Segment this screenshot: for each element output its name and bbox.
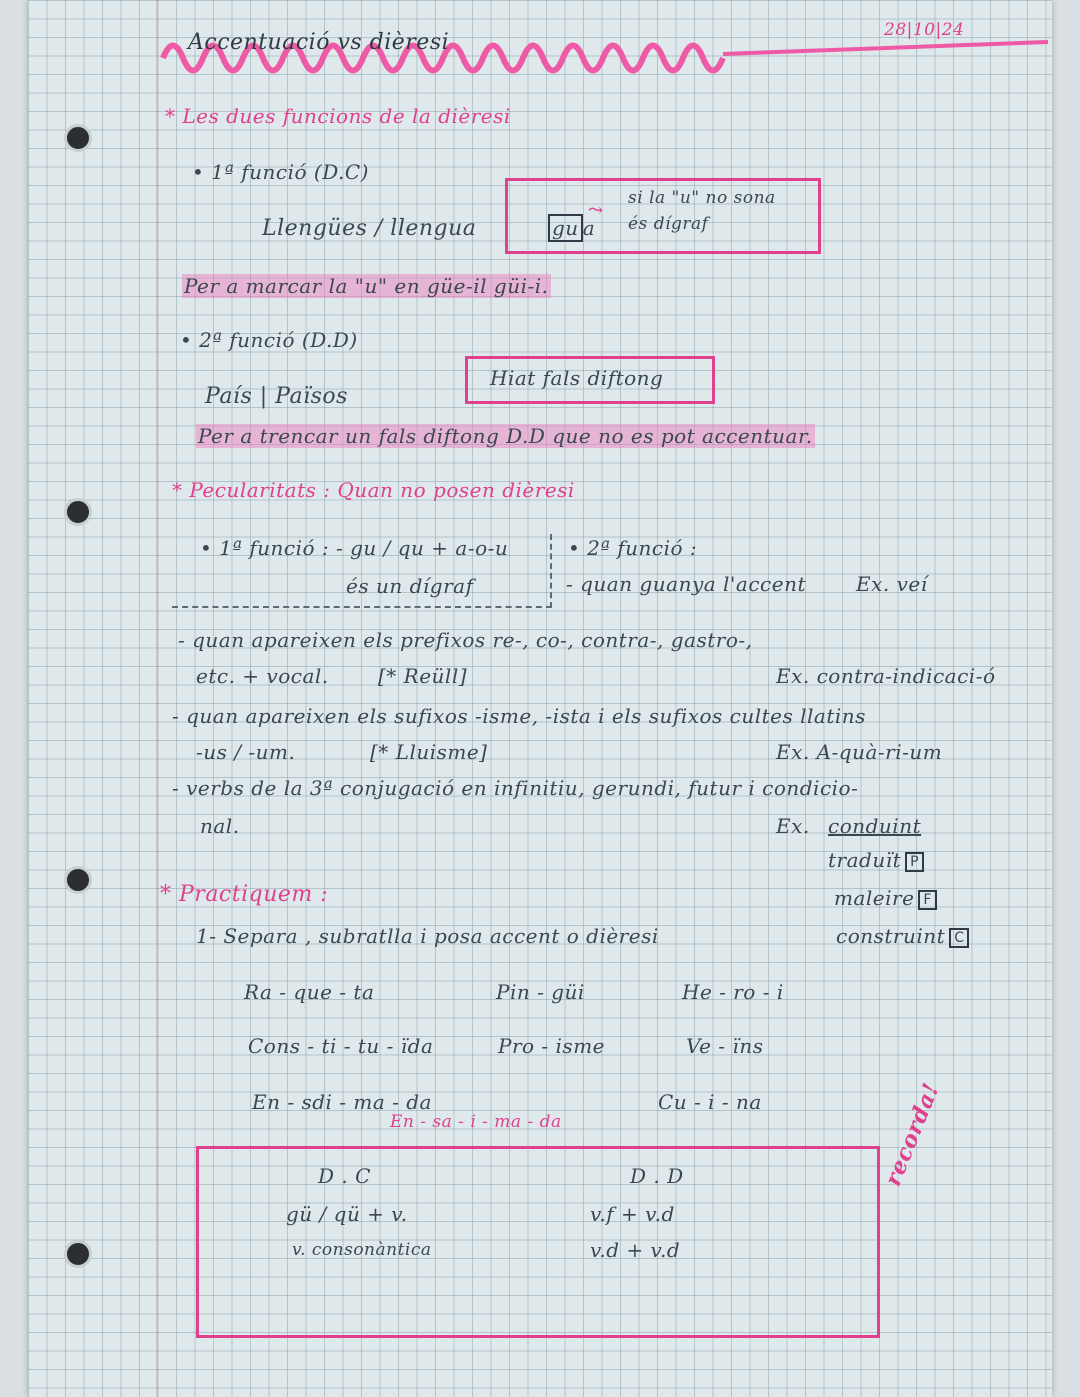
dashed-separator-horizontal xyxy=(172,606,552,608)
pec-function-1: • 1ª funció : - gu / qu + a-o-u xyxy=(200,536,509,560)
date: 28|10|24 xyxy=(884,20,965,40)
section-heading-funcions: * Les dues funcions de la dièresi xyxy=(165,104,511,128)
note-hiat: Hiat fals diftong xyxy=(490,366,664,390)
word-raqueta: Ra - que - ta xyxy=(244,980,375,1004)
side-note-recorda: recorda! xyxy=(880,1079,945,1190)
rule-verbs: - verbs de la 3ª conjugació en infinitiu, gerundi, futur i condicio- xyxy=(172,776,859,800)
example-pais: País | Països xyxy=(205,384,348,409)
section-heading-pecularitats: * Pecularitats : Quan no posen dièresi xyxy=(172,478,575,502)
example-conduint: conduint xyxy=(828,814,922,838)
word-pingui: Pin - güi xyxy=(496,980,585,1004)
example-construint: construint C xyxy=(836,924,969,948)
word-cuina: Cu - i - na xyxy=(658,1090,762,1114)
rule-prefixos-cont: etc. + vocal. xyxy=(196,664,329,688)
pec-function-2: • 2ª funció : xyxy=(568,536,698,560)
word-proisme: Pro - isme xyxy=(498,1034,605,1058)
example-gua: gu a xyxy=(548,216,595,240)
practice-task: 1- Separa , subratlla i posa accent o dièresi xyxy=(196,924,659,948)
rule-prefixos: - quan apareixen els prefixos re-, co-, contra-, gastro-, xyxy=(178,628,753,652)
summary-dd-heading: D . D xyxy=(630,1164,684,1188)
note-line-2: és dígraf xyxy=(628,214,709,234)
example-llengues: Llengües / llengua xyxy=(262,216,477,241)
rule-function-2: Per a trencar un fals diftong D.D que no es pot accentuar. xyxy=(198,424,813,448)
margin-line xyxy=(156,0,158,1397)
word-veins: Ve - ïns xyxy=(686,1034,764,1058)
summary-dc-row1: gü / qü + v. xyxy=(286,1202,408,1226)
example-maleire: maleire F xyxy=(834,886,937,910)
rule-sufixos-cont: -us / -um. xyxy=(196,740,296,764)
dashed-separator-vertical xyxy=(550,534,552,608)
subheading-function-2: • 2ª funció (D.D) xyxy=(180,328,358,352)
subheading-function-1: • 1ª funció (D.C) xyxy=(192,160,369,184)
example-traduit: traduït P xyxy=(828,848,924,872)
example-contraindicacio: Ex. contra-indicaci-ó xyxy=(776,664,996,688)
word-ensaimada: En - sdi - ma - da xyxy=(252,1090,432,1114)
summary-dc-row2: v. consonàntica xyxy=(292,1240,432,1260)
binder-hole xyxy=(64,1240,92,1268)
rule-sufixos: - quan apareixen els sufixos -isme, -ista i els sufixos cultes llatins xyxy=(172,704,866,728)
note-line-1: si la "u" no sona xyxy=(628,188,776,208)
binder-hole xyxy=(64,498,92,526)
page-title: Accentuació vs dièresi xyxy=(188,30,450,55)
rule-verbs-cont: nal. xyxy=(200,814,240,838)
example-label: Ex. xyxy=(776,814,810,838)
ref-lluisme: [* Lluisme] xyxy=(370,740,488,764)
binder-hole xyxy=(64,866,92,894)
example-aquarium: Ex. A-quà-ri-um xyxy=(776,740,943,764)
rule-function-1: Per a marcar la "u" en güe-il güi-i. xyxy=(184,274,549,298)
arrow-icon: ⤳ xyxy=(588,200,604,221)
pec-guanya-accent: - quan guanya l'accent xyxy=(566,572,807,596)
word-ensaimada-correction: En - sa - i - ma - da xyxy=(390,1112,562,1132)
word-heroi: He - ro - i xyxy=(682,980,784,1004)
word-constituida: Cons - ti - tu - ïda xyxy=(248,1034,434,1058)
summary-dc-heading: D . C xyxy=(318,1164,371,1188)
pec-example-vei: Ex. veí xyxy=(856,572,928,596)
ref-reull: [* Reüll] xyxy=(378,664,468,688)
summary-dd-row2: v.d + v.d xyxy=(590,1238,681,1262)
section-heading-practiquem: * Practiquem : xyxy=(160,882,329,907)
binder-hole xyxy=(64,124,92,152)
summary-dd-row1: v.f + v.d xyxy=(590,1202,675,1226)
pec-digraf: és un dígraf xyxy=(346,574,474,598)
